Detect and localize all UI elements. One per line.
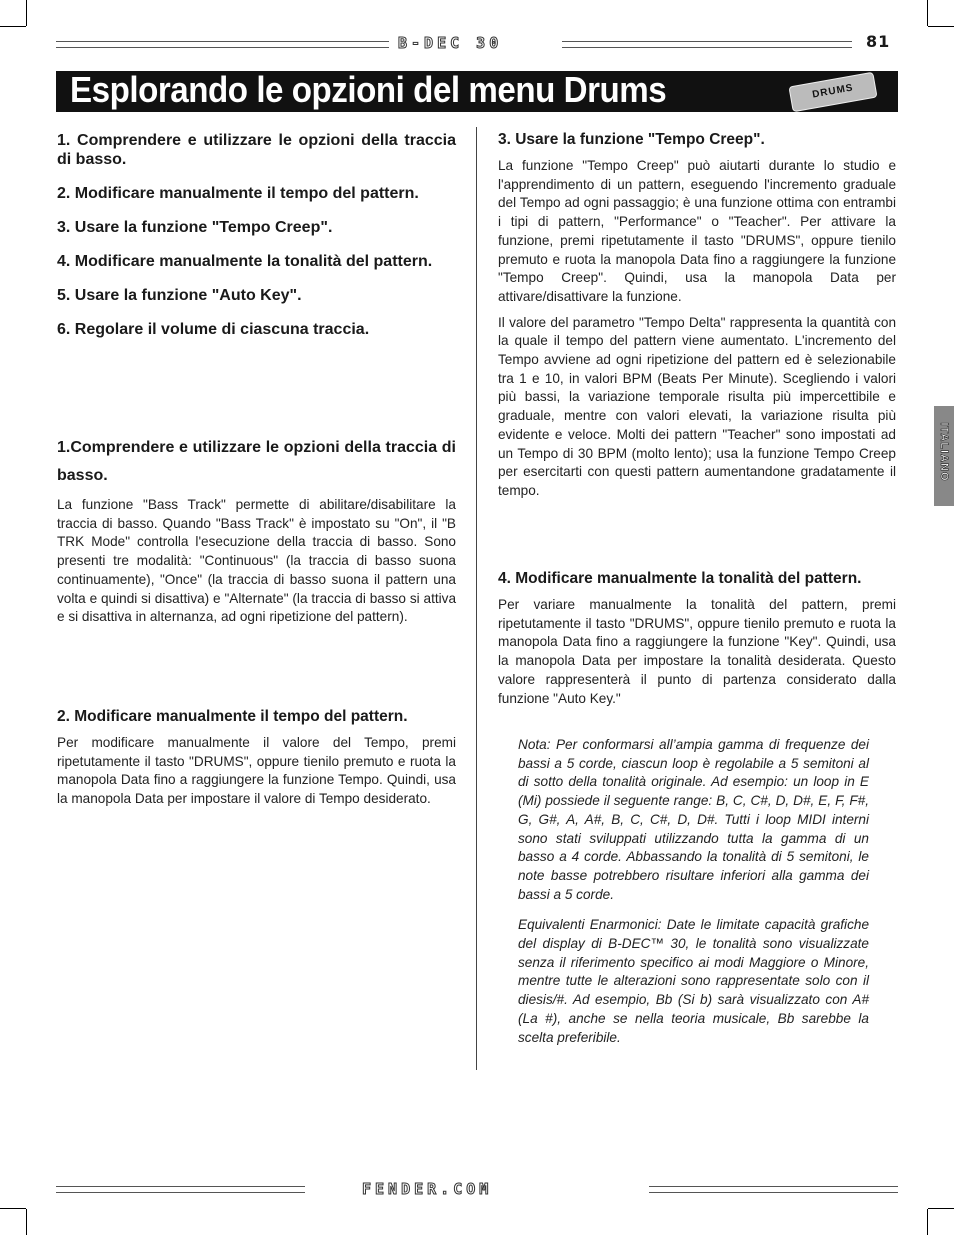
section-body: Per modificare manualmente il valore del Tempo, premi ripetutamente il tasto "DRUMS", oppure tienilo premuto e ruota la manopola Data fino a raggiungere la funzione Tempo. Quindi, usa la manopola Data per impostare il valore di Tempo desiderato. bbox=[57, 735, 456, 807]
section-body: Il valore del parametro "Tempo Delta" rappresenta la quantità con la quale il tempo del pattern viene aumentato. L'incremento del Tempo avviene ad ogni ripetizione del pattern ed è selezionabile tra 1 e 10, in valori BPM (Beats Per Minute). Scegliendo i valori più bassi, la variazione temporale risulta più impercettibile e graduale, mentre con valori elevati, la variazione risulta più evidente e veloce. Molti dei pattern "Teacher" sono impostati ad un Tempo di 30 BPM (molto lento); usa la funzione Tempo Creep per esercitarti con questi pattern aumentandone gradatamente il tempo. bbox=[498, 314, 896, 498]
drums-badge-icon: DRUMS bbox=[788, 72, 877, 113]
section-heading: 3. Usare la funzione "Tempo Creep". bbox=[498, 131, 765, 148]
language-tab-label: ITALIANO bbox=[938, 422, 950, 482]
crop-mark-bl-h bbox=[0, 1208, 26, 1209]
crop-mark-tr-v bbox=[927, 0, 928, 26]
section-heading: 1.Comprendere e utilizzare le opzioni della traccia di basso. bbox=[57, 439, 456, 484]
toc-item: 5. Usare la funzione "Auto Key". bbox=[57, 287, 302, 304]
table-of-contents bbox=[57, 131, 456, 354]
toc-item: 2. Modificare manualmente il tempo del pattern. bbox=[57, 185, 419, 202]
section-body: Per variare manualmente la tonalità del pattern, premi ripetutamente il tasto "DRUMS", oppure tienilo premuto e ruota la manopola Data fino a raggiungere la funzione "Key". Quindi, usa la manopola Data per impostare la tonalità desiderata. Questo valore rappresenterà il punto di partenza considerato dalla funzione "Auto Key." bbox=[498, 597, 896, 706]
footer-rule-left bbox=[56, 1186, 305, 1193]
section-heading: 4. Modificare manualmente la tonalità del pattern. bbox=[498, 570, 862, 587]
section-tempo bbox=[57, 707, 456, 809]
title-bar bbox=[56, 71, 898, 112]
crop-mark-bl-v bbox=[26, 1209, 27, 1235]
section-key bbox=[498, 569, 896, 708]
section-tempo-creep bbox=[498, 130, 896, 501]
footer-rule-right bbox=[649, 1186, 898, 1193]
language-tab bbox=[934, 406, 954, 506]
page-number: 81 bbox=[866, 32, 891, 51]
header-brand: B-DEC 30 bbox=[398, 34, 503, 52]
column-divider bbox=[476, 127, 477, 1070]
crop-mark-tl-h bbox=[0, 26, 26, 27]
key-notes bbox=[518, 736, 869, 1047]
section-heading: 2. Modificare manualmente il tempo del pattern. bbox=[57, 708, 408, 725]
header-rule-right bbox=[562, 41, 852, 48]
toc-item: 4. Modificare manualmente la tonalità del pattern. bbox=[57, 253, 433, 270]
page-title: Esplorando le opzioni del menu Drums bbox=[70, 69, 667, 110]
note-enharmonic: Equivalenti Enarmonici: Date le limitate capacità grafiche del display di B-DEC™ 30, le tonalità sono visualizzate senza il riferimento specifico ai modi Maggiore o Minore, mentre tutte le alterazioni sono rappresentate solo con il diesis/#. Ad esempio, Bb (Si b) sarà visualizzato con A# (La #), anche se nella teoria musicale, Bb sarebbe la scelta preferibile. bbox=[518, 917, 869, 1045]
crop-mark-br-h bbox=[928, 1208, 954, 1209]
section-bass-track bbox=[57, 434, 456, 627]
note-range: Nota: Per conformarsi all’ampia gamma di frequenze dei bassi a 5 corde, ciascun loop è regolabile a 5 semitoni al di sotto della tonalità originale. Ad esempio: un loop in E (Mi) possiede il seguente range: B, C, C#, D, D#, E, F, F#, G, G#, A, A#, B, C, C#, D, D#. Tutti i loop MIDI interni sono stati sviluppati utilizzando tutta la gamma di un basso a 4 corde. Abbassando la tonalità di 5 semitoni, le note basse potrebbero risultare inferiori alla gamma dei bassi a 5 corde. bbox=[518, 737, 869, 902]
toc-item: 1. Comprendere e utilizzare le opzioni della traccia di basso. bbox=[57, 132, 456, 168]
toc-item: 6. Regolare il volume di ciascuna traccia. bbox=[57, 321, 370, 338]
toc-item: 3. Usare la funzione "Tempo Creep". bbox=[57, 219, 333, 236]
crop-mark-tr-h bbox=[928, 26, 954, 27]
section-body: La funzione "Tempo Creep" può aiutarti durante lo studio e l'apprendimento di un pattern, eseguendo l'incremento graduale del Tempo ad ogni passaggio; è una funzione ottima con entrambi i tipi di pattern, "Performance" o "Teacher". Per attivare la funzione, premi ripetutamente il tasto "DRUMS", oppure tienilo premuto e ruota la manopola Data fino a raggiungere la funzione "Tempo Creep". Quindi, usa la manopola Data per attivare/disattivare la funzione. bbox=[498, 158, 896, 304]
crop-mark-tl-v bbox=[26, 0, 27, 26]
footer-brand: FENDER.COM bbox=[362, 1180, 493, 1198]
crop-mark-br-v bbox=[927, 1209, 928, 1235]
section-body: La funzione "Bass Track" permette di abilitare/disabilitare la traccia di basso. Quando "Bass Track" è impostato su "On", il "B TRK Mode" controlla l'esecuzione della traccia di basso. Sono presenti tre modalità: "Continuous" (la traccia di basso suona continuamente), "Once" (la traccia di basso suona il pattern una volta e quindi si disattiva) e "Alternate" (la traccia di basso si attiva e si disattiva in alternanza, ad ogni ripetizione del pattern). bbox=[57, 497, 456, 625]
header-rule-left bbox=[56, 41, 389, 48]
